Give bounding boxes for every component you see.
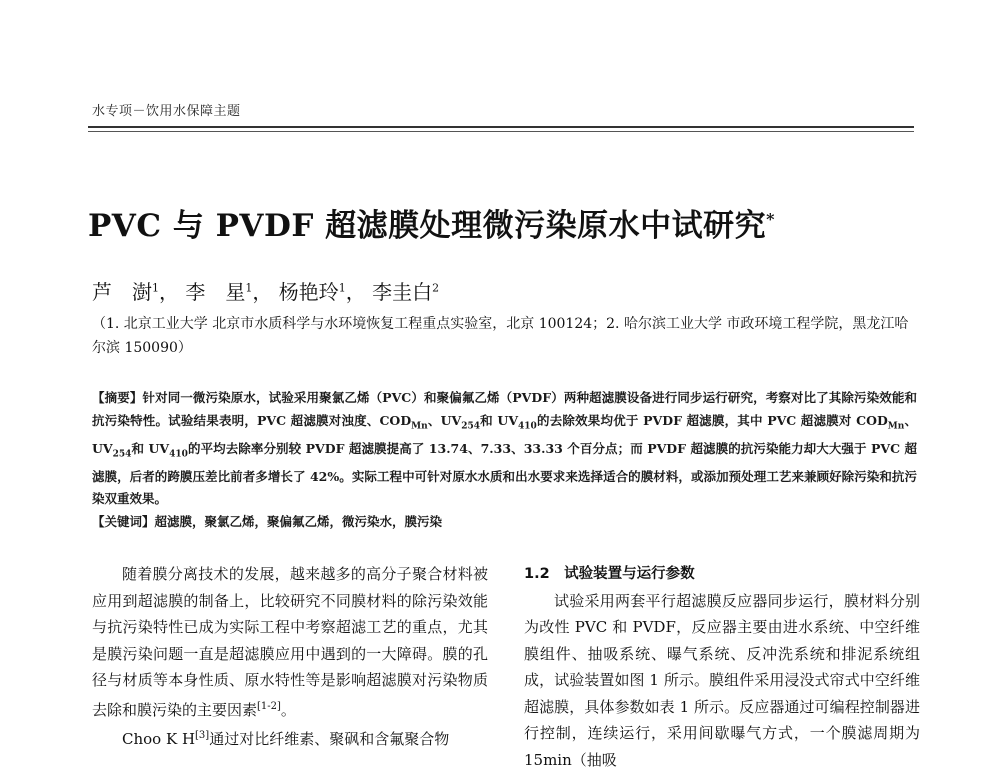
author-name: 李圭白	[372, 280, 432, 304]
author-affiliation-mark: 2	[432, 281, 439, 294]
abstract-label: 【摘要】	[92, 390, 142, 405]
body-column-left	[92, 561, 488, 753]
body-column-right	[524, 561, 920, 773]
header-rule-thin	[88, 131, 914, 132]
paragraph	[92, 723, 488, 753]
title-footnote-mark: *	[766, 210, 775, 229]
citation: [1-2]	[257, 701, 281, 712]
paragraph	[92, 561, 488, 723]
keywords-label: 【关键词】	[92, 514, 155, 529]
paragraph-text: 随着膜分离技术的发展，越来越多的高分子聚合材料被应用到超滤膜的制备上，比较研究不同膜材料的除污染效能与抗污染特性已成为实际工程中考察超滤工艺的重点，尤其是膜污染问题一直是超滤膜应用中遇到的一大障碍。膜的孔径与材质等本身性质、原水特性等是影响超滤膜对污染物质去除和膜污染的主要因素	[92, 565, 488, 719]
keywords	[92, 512, 442, 530]
paragraph-text-cont: 通过对比纤维素、聚砜和含氟聚合物	[209, 730, 449, 748]
author-name: 芦 澍	[92, 280, 152, 304]
paragraph-text: Choo K H	[122, 730, 195, 748]
paragraph-end: 。	[281, 701, 296, 719]
affiliations: （1. 北京工业大学 北京市水质科学与水环境恢复工程重点实验室，北京 100124；2. 哈尔滨工业大学 市政环境工程学院，黑龙江哈尔滨 150090）	[92, 312, 917, 360]
author-affiliation-mark: 1	[339, 281, 346, 294]
title-text: PVC 与 PVDF 超滤膜处理微污染原水中试研究	[88, 208, 766, 244]
article-title	[88, 200, 775, 245]
citation: [3]	[195, 730, 209, 741]
section-heading: 1.2 试验装置与运行参数	[524, 561, 920, 588]
author-affiliation-mark: 1	[245, 281, 252, 294]
header-rule	[88, 126, 914, 128]
author-name: 李 星	[185, 280, 245, 304]
abstract-text: 针对同一微污染原水，试验采用聚氯乙烯（PVC）和聚偏氟乙烯（PVDF）两种超滤膜设备进行同步运行研究，考察对比了其除污染效能和抗污染特性。试验结果表明，PVC 超滤膜对浊度、$COD_{Mn}$、$UV_{254}$和 $UV_{410}$的去除效果均优于 PVDF 超滤膜，其中 PVC 超滤膜对 $COD_{Mn}$、$UV_{254}$和 $UV_{410}$的平均去除率分别较 PVDF 超滤膜提高了 13.74、7.33、33.33 个百分点；而 PVDF 超滤膜的抗污染能力却大大强于 PVC 超滤膜，后者的跨膜压差比前者多增长了 42%。实际工程中可针对原水水质和出水要求来选择适合的膜材料，或添加预处理工艺来兼顾好除污染和抗污染双重效果。	[92, 390, 917, 506]
paragraph: 试验采用两套平行超滤膜反应器同步运行，膜材料分别为改性 PVC 和 PVDF，反应器主要由进水系统、中空纤维膜组件、抽吸系统、曝气系统、反冲洗系统和排泥系统组成，试验装置如图 1 所示。膜组件采用浸没式帘式中空纤维超滤膜，具体参数如表 1 所示。反应器通过可编程控制器进行控制，连续运行，采用间歇曝气方式，一个膜滤周期为 15min（抽吸	[524, 588, 920, 773]
abstract	[92, 387, 917, 511]
author-affiliation-mark: 1	[152, 281, 159, 294]
author-name: 杨艳玲	[279, 280, 339, 304]
keywords-text: 超滤膜，聚氯乙烯，聚偏氟乙烯，微污染水，膜污染	[155, 514, 443, 529]
running-head: 水专项－饮用水保障主题	[92, 100, 241, 119]
author-list: 芦 澍$^1$， 李 星$^1$， 杨艳玲$^1$， 李圭白$^2$	[92, 276, 439, 305]
